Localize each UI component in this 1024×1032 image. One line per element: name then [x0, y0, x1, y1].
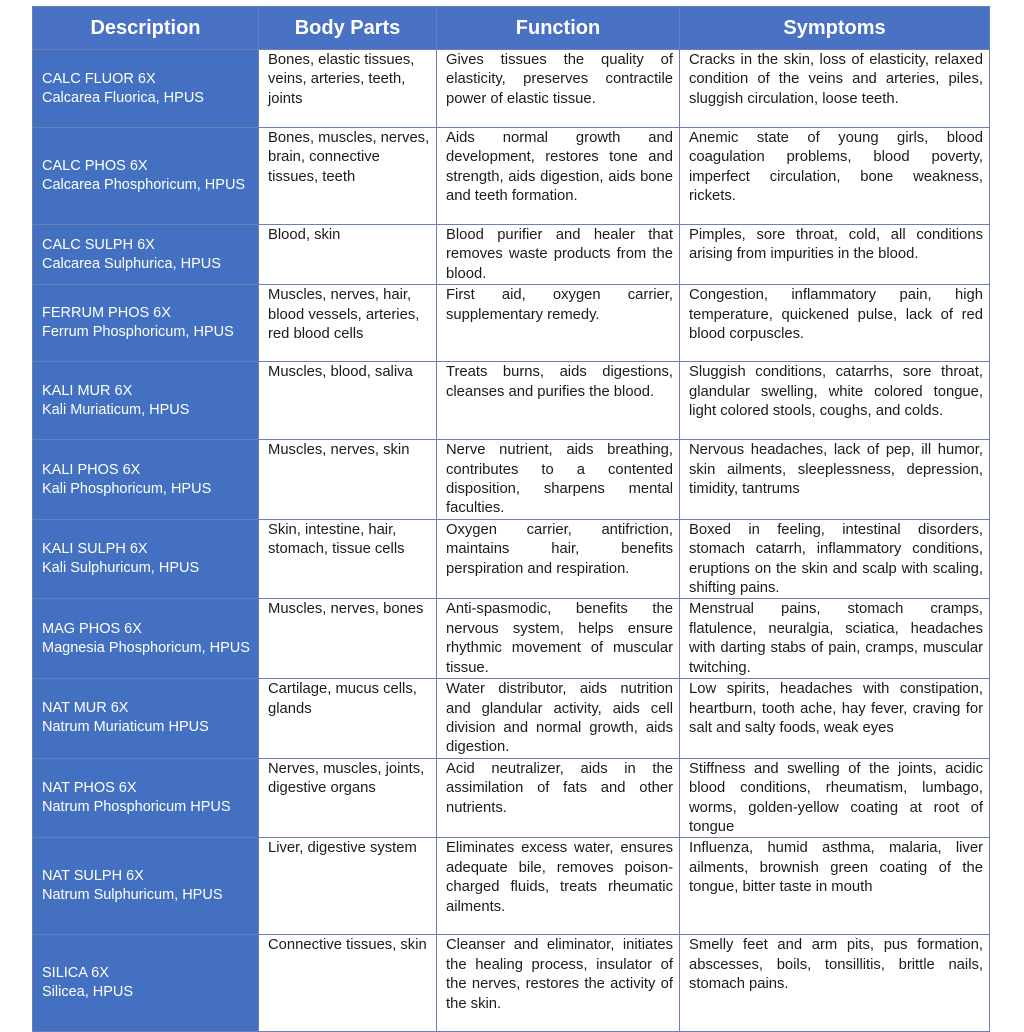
remedy-latin-name: Calcarea Phosphoricum, HPUS	[42, 177, 246, 193]
function-cell: Acid neutralizer, aids in the assimilation of fats and other nutrients.	[437, 758, 680, 838]
description-cell	[33, 128, 259, 225]
description-cell	[33, 758, 259, 838]
remedy-latin-name: Ferrum Phosphoricum, HPUS	[42, 324, 234, 341]
table-row	[33, 362, 990, 440]
description-cell	[33, 362, 259, 440]
description-cell	[33, 679, 259, 759]
remedy-name: KALI SULPH 6X	[42, 541, 148, 558]
table-row	[33, 285, 990, 362]
body-parts-cell: Muscles, blood, saliva	[259, 362, 437, 440]
description-cell	[33, 599, 259, 679]
body-parts-cell: Liver, digestive system	[259, 838, 437, 935]
table-row	[33, 679, 990, 759]
symptoms-cell: Congestion, inflammatory pain, high temperature, quickened pulse, lack of red blood corpuscles.	[680, 285, 990, 362]
symptoms-cell: Boxed in feeling, intestinal disorders, stomach catarrh, inflammatory conditions, eruptions on the skin and scalp with scaling, shifting pains.	[680, 519, 990, 599]
table-row	[33, 758, 990, 838]
table-row	[33, 128, 990, 225]
table-row	[33, 599, 990, 679]
remedy-name: NAT SULPH 6X	[42, 868, 144, 885]
function-cell: Cleanser and eliminator, initiates the healing process, insulator of the nerves, restores the activity of the skin.	[437, 935, 680, 1032]
function-cell: Anti-spasmodic, benefits the nervous system, helps ensure rhythmic movement of muscular tissue.	[437, 599, 680, 679]
header-function: Function	[437, 7, 680, 50]
remedy-latin-name: Calcarea Sulphurica, HPUS	[42, 255, 221, 272]
function-cell: Nerve nutrient, aids breathing, contributes to a contented disposition, sharpens mental faculties.	[437, 440, 680, 520]
remedy-name: CALC SULPH 6X	[42, 236, 155, 253]
description-cell	[33, 50, 259, 128]
remedy-name: FERRUM PHOS 6X	[42, 305, 171, 322]
body-parts-cell: Cartilage, mucus cells, glands	[259, 679, 437, 759]
description-cell	[33, 225, 259, 285]
body-parts-cell: Muscles, nerves, hair, blood vessels, arteries, red blood cells	[259, 285, 437, 362]
table-row	[33, 838, 990, 935]
table-row	[33, 935, 990, 1032]
function-cell: Eliminates excess water, ensures adequate bile, removes poison-charged fluids, treats rheumatic ailments.	[437, 838, 680, 935]
symptoms-cell: Cracks in the skin, loss of elasticity, relaxed condition of the veins and arteries, piles, sluggish circulation, loose teeth.	[680, 50, 990, 128]
remedy-table-container	[32, 6, 989, 1021]
remedy-name: NAT PHOS 6X	[42, 780, 137, 797]
description-cell	[33, 440, 259, 520]
table-row	[33, 225, 990, 285]
function-cell: First aid, oxygen carrier, supplementary remedy.	[437, 285, 680, 362]
description-cell	[33, 935, 259, 1032]
function-cell: Oxygen carrier, antifriction, maintains hair, benefits perspiration and respiration.	[437, 519, 680, 599]
remedy-name: KALI PHOS 6X	[42, 461, 141, 478]
remedy-name: KALI MUR 6X	[42, 382, 133, 399]
remedy-latin-name: Natrum Sulphuricum, HPUS	[42, 887, 223, 904]
symptoms-cell: Stiffness and swelling of the joints, acidic blood conditions, rheumatism, lumbago, worms, golden-yellow coating at root of tongue	[680, 758, 990, 838]
symptoms-cell: Nervous headaches, lack of pep, ill humor, skin ailments, sleeplessness, depression, timidity, tantrums	[680, 440, 990, 520]
symptoms-cell: Pimples, sore throat, cold, all conditions arising from impurities in the blood.	[680, 225, 990, 285]
header-symptoms: Symptoms	[680, 7, 990, 50]
remedy-latin-name: Natrum Phosphoricum HPUS	[42, 799, 231, 816]
remedy-name: MAG PHOS 6X	[42, 620, 142, 637]
function-cell: Treats burns, aids digestions, cleanses and purifies the blood.	[437, 362, 680, 440]
table-row	[33, 440, 990, 520]
body-parts-cell: Nerves, muscles, joints, digestive organs	[259, 758, 437, 838]
symptoms-cell: Menstrual pains, stomach cramps, flatulence, neuralgia, sciatica, headaches with darting stabs of pain, cramps, muscular twitching.	[680, 599, 990, 679]
table-row	[33, 50, 990, 128]
remedy-latin-name: Magnesia Phosphoricum, HPUS	[42, 639, 250, 656]
symptoms-cell: Influenza, humid asthma, malaria, liver ailments, brownish green coating of the tongue, bitter taste in mouth	[680, 838, 990, 935]
symptoms-cell: Smelly feet and arm pits, pus formation, abscesses, boils, tonsillitis, brittle nails, stomach pains.	[680, 935, 990, 1032]
description-cell	[33, 519, 259, 599]
body-parts-cell: Blood, skin	[259, 225, 437, 285]
remedy-latin-name: Kali Phosphoricum, HPUS	[42, 480, 212, 497]
remedy-table	[32, 6, 990, 1032]
body-parts-cell: Muscles, nerves, skin	[259, 440, 437, 520]
symptoms-cell: Low spirits, headaches with constipation, heartburn, tooth ache, hay fever, craving for salt and salty foods, weak eyes	[680, 679, 990, 759]
function-cell: Blood purifier and healer that removes waste products from the blood.	[437, 225, 680, 285]
function-cell: Aids normal growth and development, restores tone and strength, aids digestion, aids bone and teeth formation.	[437, 128, 680, 225]
remedy-latin-name: Calcarea Fluorica, HPUS	[42, 89, 204, 106]
body-parts-cell: Bones, elastic tissues, veins, arteries, teeth, joints	[259, 50, 437, 128]
table-row	[33, 519, 990, 599]
header-body-parts: Body Parts	[259, 7, 437, 50]
remedy-latin-name: Kali Sulphuricum, HPUS	[42, 560, 200, 577]
remedy-name: NAT MUR 6X	[42, 700, 129, 717]
symptoms-cell: Sluggish conditions, catarrhs, sore throat, glandular swelling, white colored tongue, light colored stools, coughs, and colds.	[680, 362, 990, 440]
function-cell: Water distributor, aids nutrition and glandular activity, aids cell division and normal growth, aids digestion.	[437, 679, 680, 759]
remedy-name: SILICA 6X	[42, 965, 109, 982]
description-cell	[33, 838, 259, 935]
remedy-latin-name: Silicea, HPUS	[42, 984, 134, 1001]
function-cell: Gives tissues the quality of elasticity, preserves contractile power of elastic tissue.	[437, 50, 680, 128]
remedy-latin-name: Natrum Muriaticum HPUS	[42, 719, 209, 736]
header-description: Description	[33, 7, 259, 50]
table-header-row	[33, 7, 990, 50]
remedy-name: CALC PHOS 6X	[42, 158, 148, 174]
remedy-name: CALC FLUOR 6X	[42, 70, 156, 87]
symptoms-cell: Anemic state of young girls, blood coagulation problems, blood poverty, imperfect circulation, bone weakness, rickets.	[680, 128, 990, 225]
body-parts-cell: Muscles, nerves, bones	[259, 599, 437, 679]
body-parts-cell: Bones, muscles, nerves, brain, connective tissues, teeth	[259, 128, 437, 225]
description-cell	[33, 285, 259, 362]
body-parts-cell: Skin, intestine, hair, stomach, tissue cells	[259, 519, 437, 599]
body-parts-cell: Connective tissues, skin	[259, 935, 437, 1032]
remedy-latin-name: Kali Muriaticum, HPUS	[42, 401, 190, 418]
